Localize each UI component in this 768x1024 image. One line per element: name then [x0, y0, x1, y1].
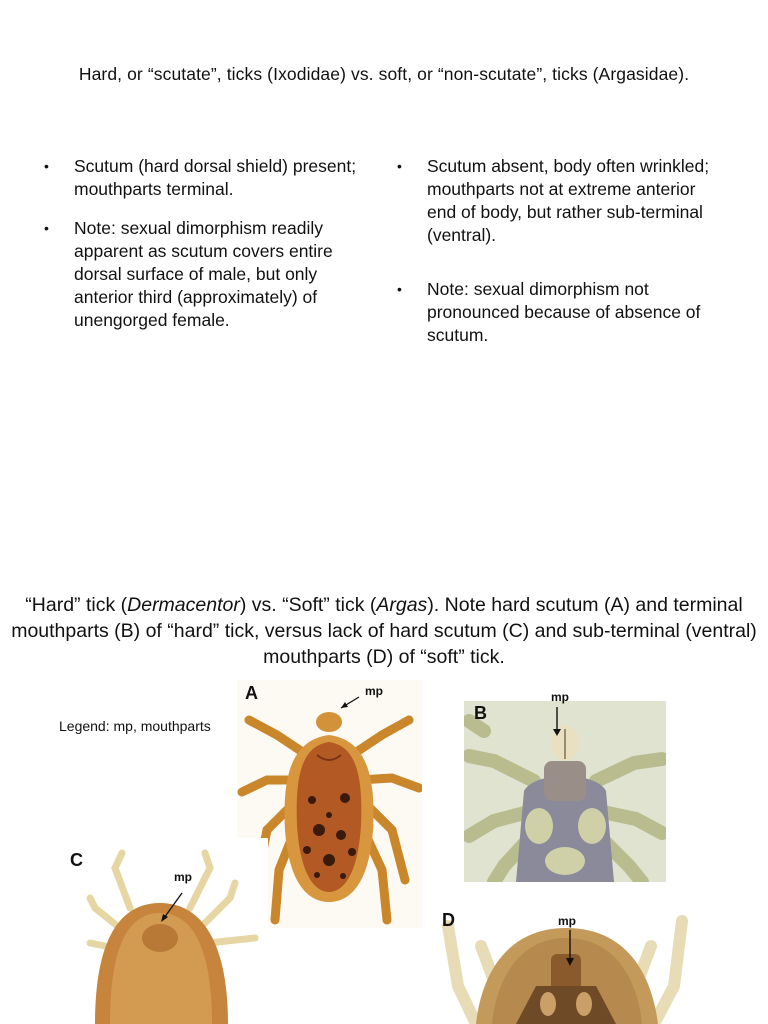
bullet-item — [397, 278, 727, 347]
mouthparts-label: mp — [174, 870, 192, 884]
mouthparts-label: mp — [558, 914, 576, 928]
bullet-item — [397, 155, 727, 247]
panel-label: D — [442, 910, 455, 930]
bullet-item — [44, 217, 374, 332]
bullet-text: Note: sexual dimorphism readily apparent as scutum covers entire dorsal surface of male, but only anterior third (approximately) of unengorged female. — [74, 218, 333, 330]
page-title: Hard, or “scutate”, ticks (Ixodidae) vs. soft, or “non-scutate”, ticks (Argasidae). — [78, 64, 690, 84]
bullet-item — [44, 155, 374, 201]
bullet-text: Note: sexual dimorphism not pronounced because of absence of scutum. — [427, 279, 701, 345]
figure-legend: Legend: mp, mouthparts — [59, 718, 211, 734]
mouthparts-label: mp — [551, 690, 569, 704]
hard-tick-mouthparts-image — [464, 701, 666, 882]
bullet-text: Scutum (hard dorsal shield) present; mouthparts terminal. — [74, 156, 357, 199]
bullet-dot: • — [397, 281, 402, 297]
genus-name: Argas — [376, 594, 428, 616]
panel-label: C — [70, 850, 83, 870]
soft-tick-dorsal-image — [60, 838, 268, 1024]
panel-label: A — [245, 683, 258, 703]
caption-part: “Hard” tick ( — [25, 594, 128, 616]
figure-caption — [0, 592, 768, 670]
soft-tick-column — [397, 155, 727, 363]
photo-panel-b — [464, 701, 666, 882]
photo-panel-d — [436, 906, 694, 1024]
panel-label: B — [474, 703, 487, 723]
bullet-dot: • — [397, 158, 402, 174]
photo-panel-c — [60, 838, 268, 1024]
genus-name: Dermacentor — [127, 594, 240, 616]
hard-tick-column — [44, 155, 374, 348]
caption-part: ). Note hard scutum (A) and terminal mouthparts (B) of “hard” tick, versus lack of hard scutum (C) and sub-terminal (ventral) mouthparts (D) of “soft” tick. — [11, 594, 757, 668]
bullet-dot: • — [44, 158, 49, 174]
mouthparts-label: mp — [365, 684, 383, 698]
bullet-dot: • — [44, 220, 49, 236]
caption-part: ) vs. “Soft” tick ( — [239, 594, 377, 616]
bullet-text: Scutum absent, body often wrinkled; mouthparts not at extreme anterior end of body, but rather sub-terminal (ventral). — [427, 156, 710, 245]
